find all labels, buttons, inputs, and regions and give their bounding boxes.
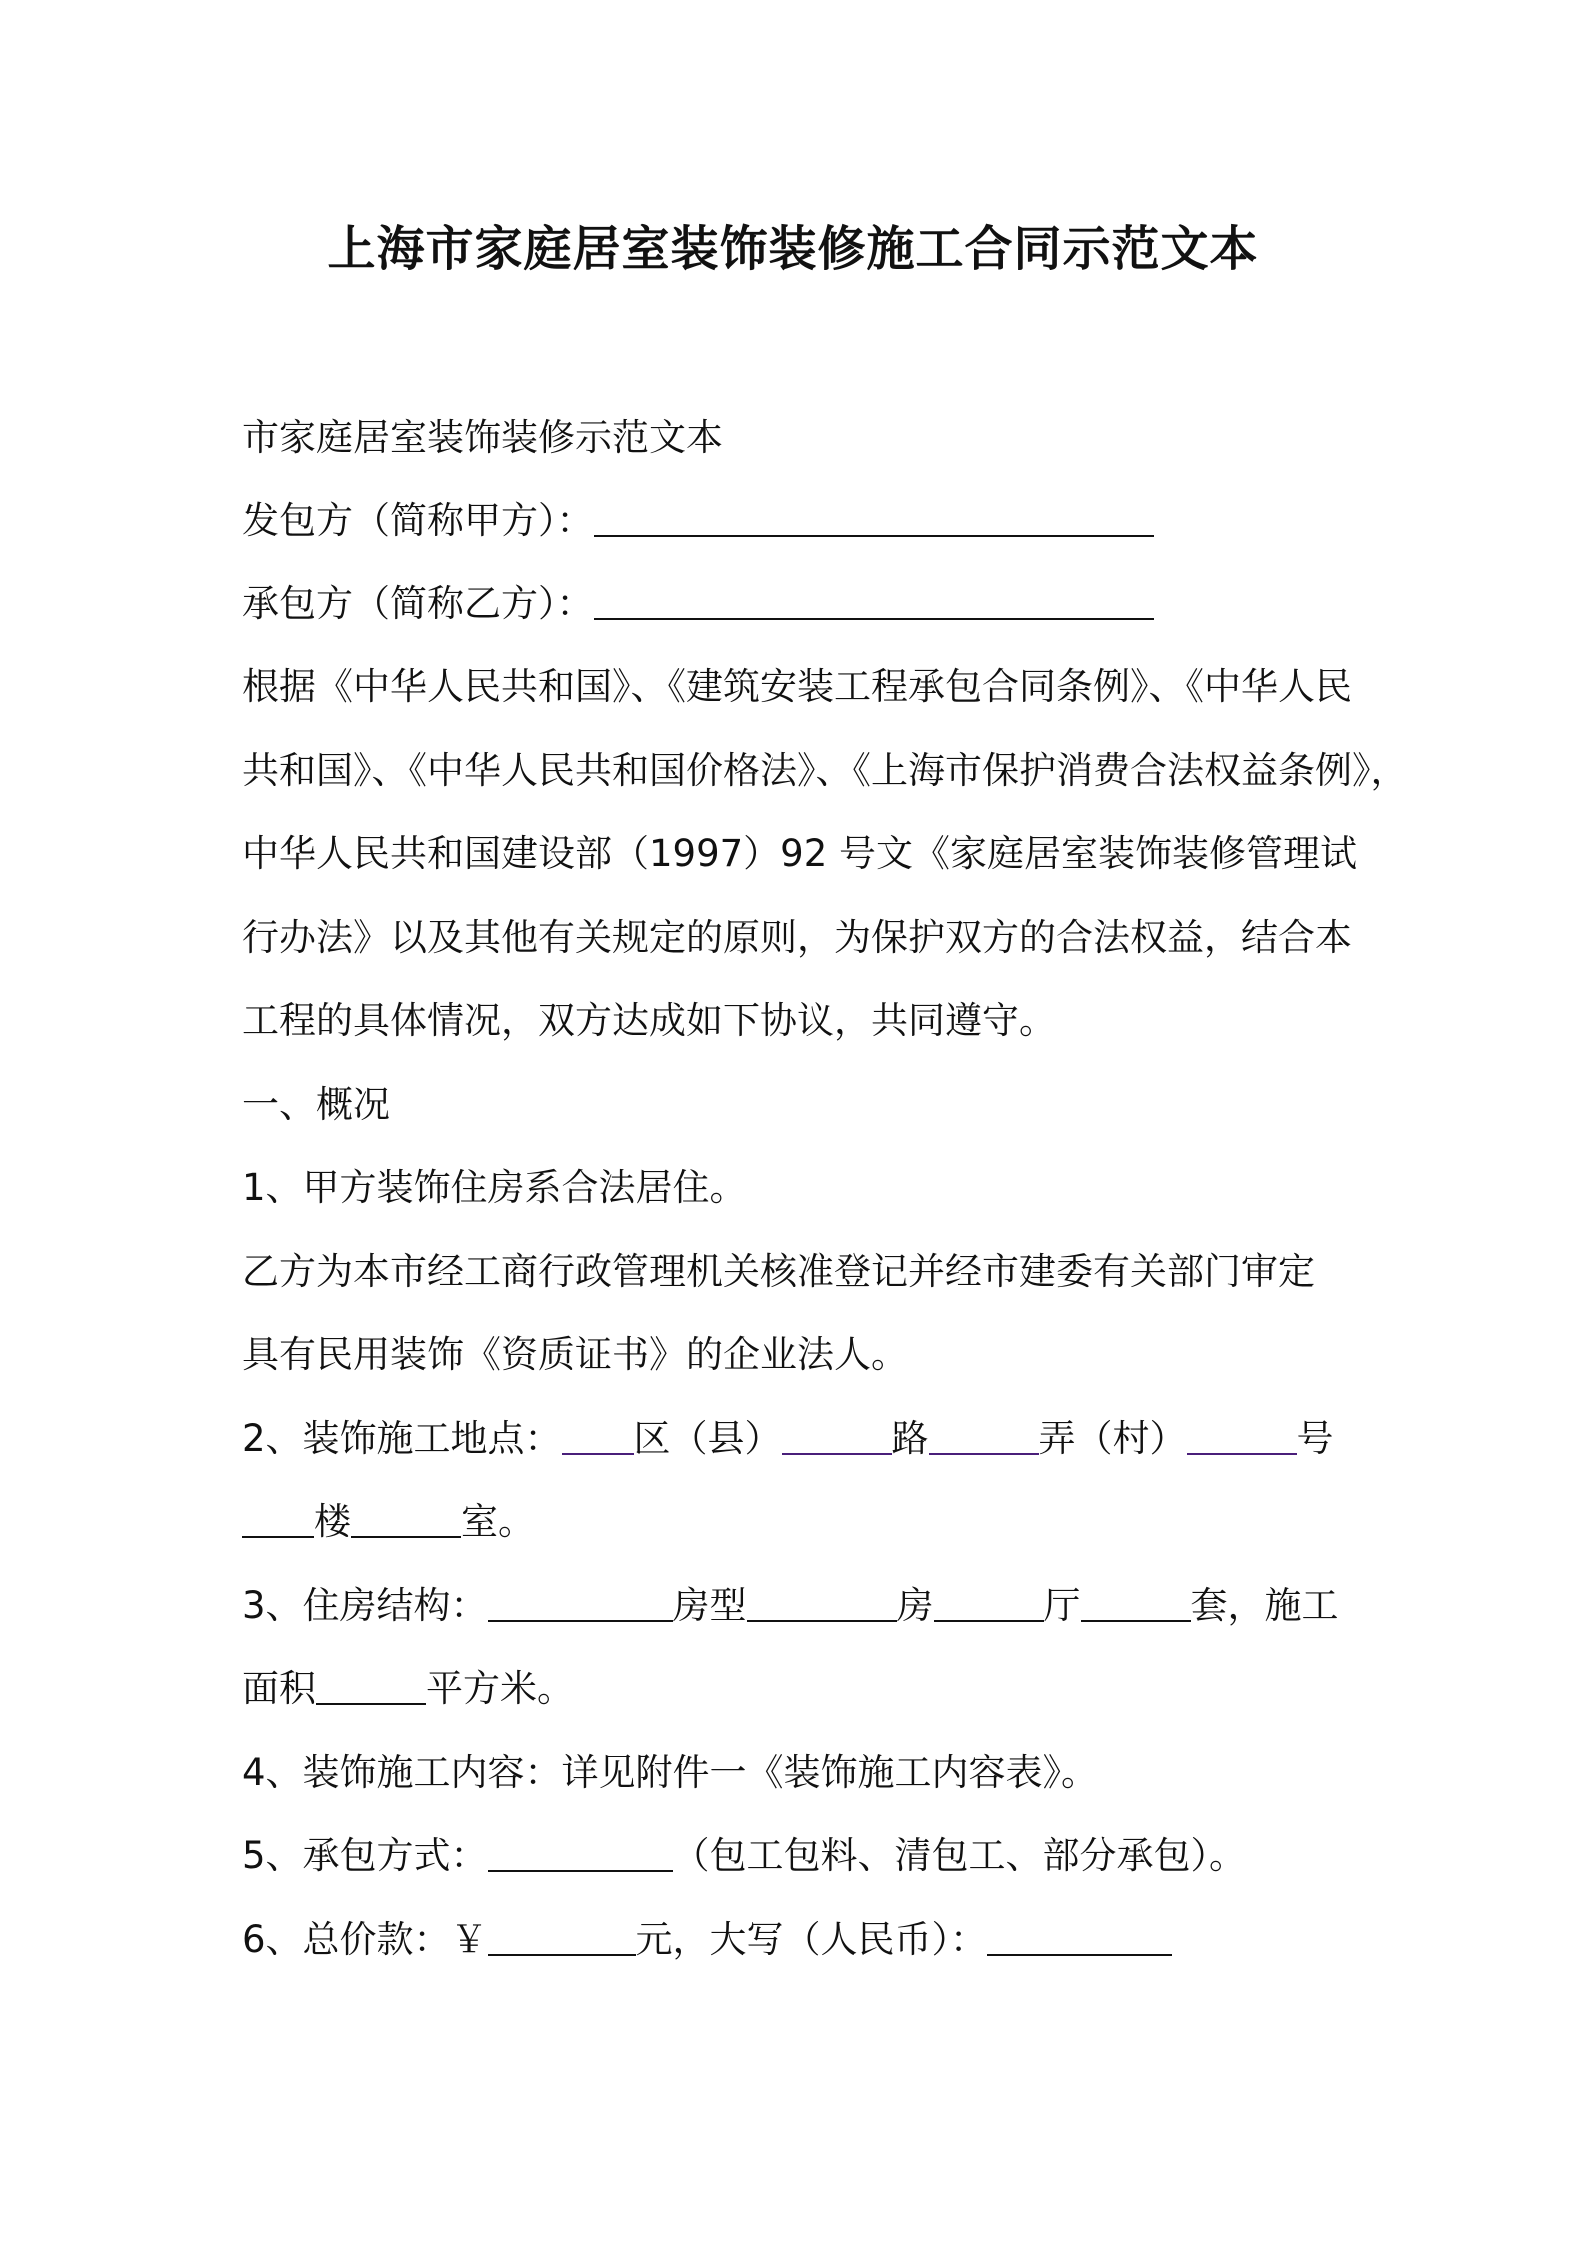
item-1-cont: 具有民用装饰《资质证书》的企业法人。 bbox=[242, 1333, 908, 1376]
contract-title: 上海市家庭居室装饰装修施工合同示范文本 bbox=[327, 221, 1259, 277]
item-5-line bbox=[242, 1831, 1246, 1881]
district-label: 区（县） bbox=[633, 1417, 782, 1460]
road-blank[interactable] bbox=[782, 1417, 892, 1455]
party-a-line bbox=[242, 496, 1154, 546]
room-label: 室。 bbox=[461, 1500, 535, 1543]
room-blank[interactable] bbox=[351, 1500, 461, 1538]
party-a-blank[interactable] bbox=[594, 499, 1154, 537]
party-b-label: 承包方（简称乙方）： bbox=[242, 582, 594, 625]
area-blank[interactable] bbox=[316, 1667, 426, 1705]
item-6-label: 6、总价款：￥ bbox=[242, 1918, 488, 1961]
number-blank[interactable] bbox=[1187, 1417, 1297, 1455]
item-3-line bbox=[242, 1581, 1339, 1631]
rooms-label: 房 bbox=[896, 1584, 934, 1627]
item-2-line-2 bbox=[242, 1497, 535, 1547]
item-6-yuan: 元，大写（人民币）： bbox=[635, 1918, 988, 1961]
structure-blank[interactable] bbox=[488, 1584, 673, 1622]
item-2-label: 2、装饰施工地点： bbox=[242, 1417, 562, 1460]
party-b-line bbox=[242, 579, 1154, 629]
lane-blank[interactable] bbox=[929, 1417, 1039, 1455]
total-price-blank[interactable] bbox=[488, 1918, 636, 1956]
building-label: 楼 bbox=[314, 1500, 351, 1543]
item-1-cont: 乙方为本市经工商行政管理机关核准登记并经市建委有关部门审定 bbox=[242, 1250, 1315, 1293]
total-price-words-blank[interactable] bbox=[987, 1918, 1172, 1956]
contract-method-blank[interactable] bbox=[488, 1834, 673, 1872]
preamble-line: 工程的具体情况，双方达成如下协议，共同遵守。 bbox=[242, 999, 1056, 1042]
rooms-blank[interactable] bbox=[747, 1584, 897, 1622]
preamble-line: 中华人民共和国建设部（1997）92 号文《家庭居室装饰装修管理试 bbox=[242, 832, 1358, 875]
halls-label: 厅 bbox=[1043, 1584, 1081, 1627]
item-4: 4、装饰施工内容：详见附件一《装饰施工内容表》。 bbox=[242, 1751, 1099, 1794]
district-blank[interactable] bbox=[562, 1417, 634, 1455]
section-1-heading: 一、概况 bbox=[242, 1083, 390, 1126]
preamble-line: 根据《中华人民共和国》、《建筑安装工程承包合同条例》、《中华人民 bbox=[242, 665, 1352, 708]
road-label: 路 bbox=[891, 1417, 929, 1460]
preamble-line: 行办法》以及其他有关规定的原则，为保护双方的合法权益，结合本 bbox=[242, 916, 1352, 959]
item-3-line-2 bbox=[242, 1664, 574, 1714]
preamble-line: 共和国》、《中华人民共和国价格法》、《上海市保护消费合法权益条例》， bbox=[242, 749, 1408, 792]
lane-label: 弄（村） bbox=[1038, 1417, 1187, 1460]
halls-blank[interactable] bbox=[934, 1584, 1044, 1622]
party-b-blank[interactable] bbox=[594, 582, 1154, 620]
item-2-line bbox=[242, 1414, 1334, 1464]
item-6-line bbox=[242, 1915, 1172, 1965]
item-5-label: 5、承包方式： bbox=[242, 1834, 488, 1877]
subtitle: 市家庭居室装饰装修示范文本 bbox=[242, 416, 723, 459]
party-a-label: 发包方（简称甲方）： bbox=[242, 499, 594, 542]
suite-label: 套，施工 bbox=[1190, 1584, 1339, 1627]
item-1: 1、甲方装饰住房系合法居住。 bbox=[242, 1166, 747, 1209]
item-3-label: 3、住房结构： bbox=[242, 1584, 488, 1627]
building-blank[interactable] bbox=[242, 1500, 314, 1538]
area-unit: 平方米。 bbox=[426, 1667, 574, 1710]
area-label: 面积 bbox=[242, 1667, 316, 1710]
number-label: 号 bbox=[1296, 1417, 1334, 1460]
item-5-options: （包工包料、清包工、部分承包）。 bbox=[672, 1834, 1247, 1877]
type-label: 房型 bbox=[672, 1584, 747, 1627]
suite-blank[interactable] bbox=[1081, 1584, 1191, 1622]
